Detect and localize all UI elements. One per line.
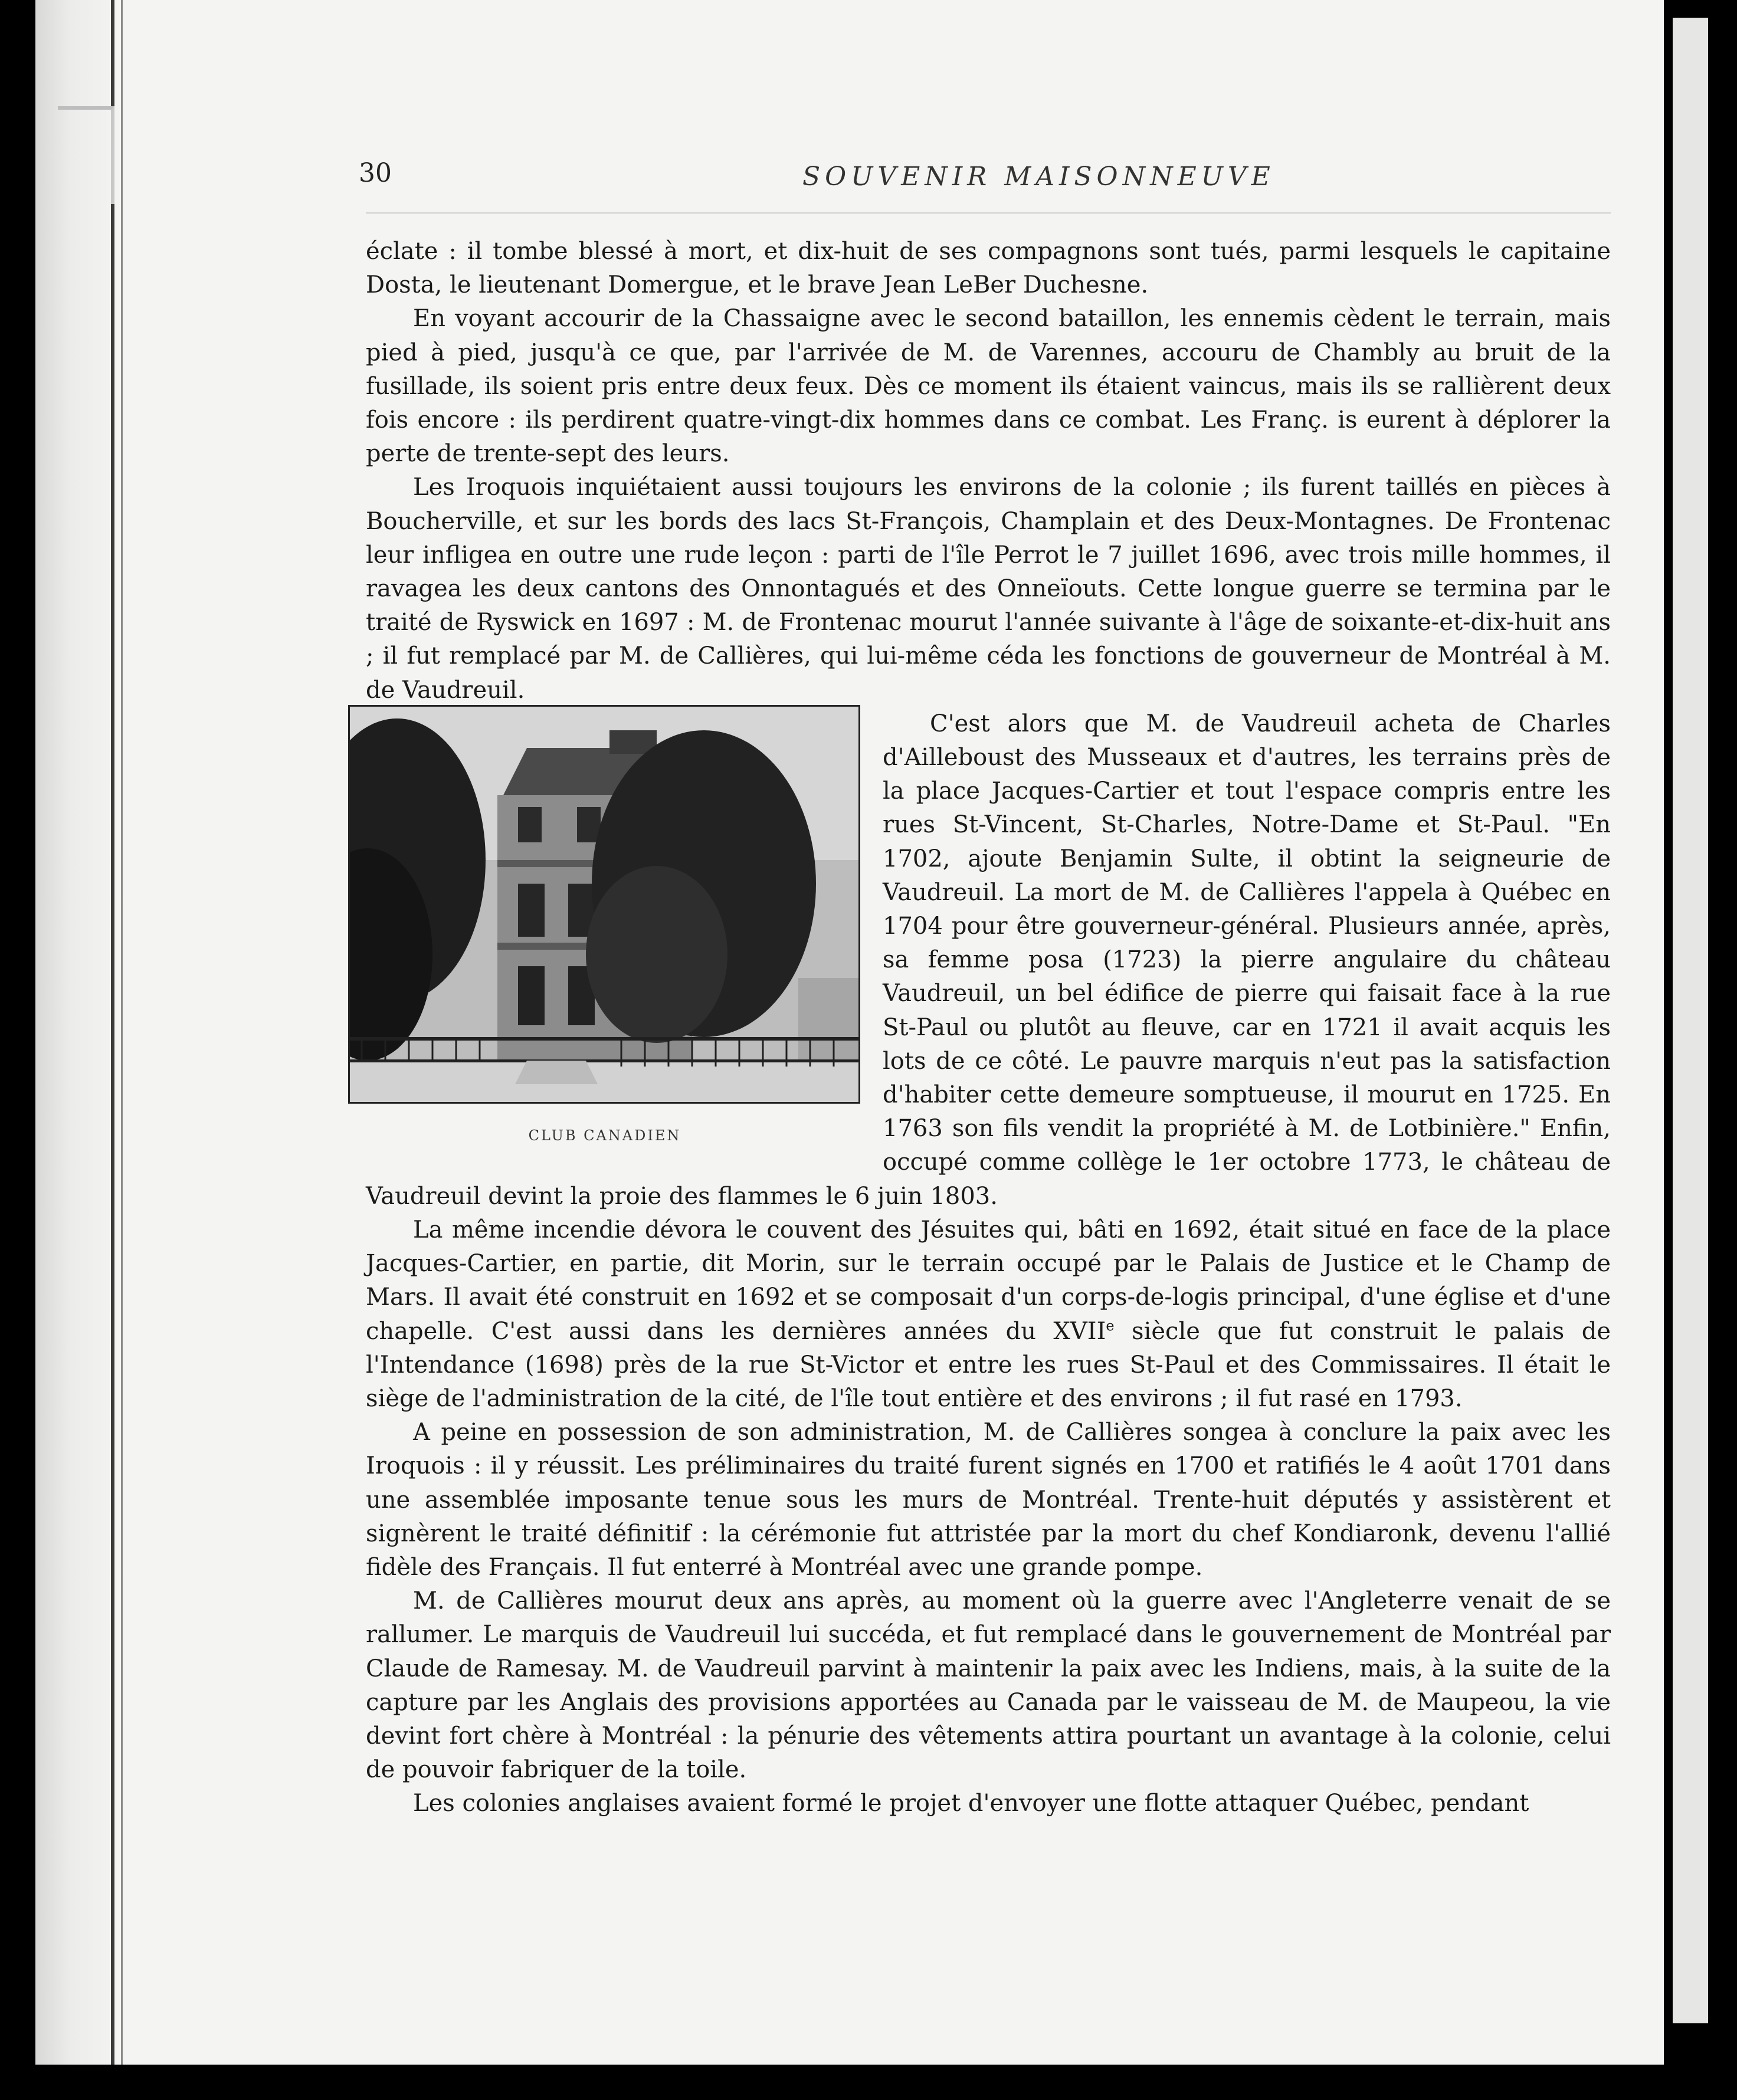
paragraph: En voyant accourir de la Chassaigne avec le second bataillon, les ennemis cèdent le terrain, mais pied à pied, jusqu'à ce que, par l'arrivée de M. de Varennes, accouru de Chambly au bruit de la fusillade, ils soient pris entre deux feux. Dès ce moment ils étaient vaincus, mais ils se rallièrent deux fois encore : ils perdirent quatre-vingt-dix hommes dans ce combat. Les Franç. is eurent à déplorer la perte de trente-sept des leurs. <box>366 305 1611 468</box>
paragraph-text: siècle que fut construit le palais de l'Intendance (1698) près de la rue St-Victor et entre les rues St-Paul et des Commissaires. Il était le siège de l'administration de la cité, de l'île tout entière et des environs ; il fut rasé en 1793. <box>366 1317 1611 1412</box>
club-canadien-photo <box>348 705 860 1104</box>
running-title: SOUVENIR MAISONNEUVE <box>802 162 1275 192</box>
paragraph: Les Iroquois inquiétaient aussi toujours les environs de la colonie ; ils furent taillés en pièces à Boucherville, et sur les bords des lacs St-François, Champlain et des Deux-Montagnes. De Frontenac leur infligea en outre une rude leçon : parti de l'île Perrot le 7 juillet 1696, avec trois mille hommes, il ravagea les deux cantons des Onnontagués et des Onneïouts. Cette longue guerre se termina par le traité de Ryswick en 1697 : M. de Frontenac mourut l'année suivante à l'âge de soixante-et-dix-huit ans ; il fut remplacé par M. de Callières, qui lui-même céda les fonctions de gouverneur de Montréal à M. de Vaudreuil. <box>366 474 1611 704</box>
paragraph: éclate : il tombe blessé à mort, et dix-huit de ses compagnons sont tués, parmi lesquels le capitaine Dosta, le lieutenant Domergue, et le brave Jean LeBer Duchesne. <box>366 238 1611 299</box>
figure <box>348 705 861 1149</box>
paragraph: Les colonies anglaises avaient formé le projet d'envoyer une flotte attaquer Québec, pendant <box>413 1790 1529 1817</box>
figure-caption: CLUB CANADIEN <box>528 1127 681 1144</box>
margin-mark <box>58 106 114 204</box>
running-head <box>359 158 1617 193</box>
header-rule <box>366 212 1611 214</box>
paragraph: C'est alors que M. de Vaudreuil acheta de Charles d'Ailleboust des Musseaux et d'autres, les terrains près de la place Jacques-Cartier et tout l'espace compris entre les rues St-Vincent, St-Charles, Notre-Dame et St-Paul. "En 1702, ajoute Benjamin Sulte, il obtint la seigneurie de Vaudreuil. La mort de M. de Callières l'appela à Québec en 1704 pour être gouverneur-général. Plusieurs année, après, sa femme posa (1723) la pierre angulaire du château Vaudreuil, un bel édifice de pierre qui faisait face à la rue St-Paul ou plutôt au fleuve, car en 1721 il avait acquis les lots de ce côté. Le pauvre marquis n'eut pas la satisfaction d'habiter cette demeure somptueuse, il mourut en 1725. En 1763 son fils vendit la propriété à M. de Lotbinière." Enfin, occupé comme collège le 1er octobre 1773, le château de Vaudreuil devint la proie des flammes le 6 juin 1803. <box>366 710 1611 1210</box>
binding-line <box>121 0 123 2065</box>
superscript: e <box>1106 1317 1115 1334</box>
paragraph: A peine en possession de son administration, M. de Callières songea à conclure la paix avec les Iroquois : il y réussit. Les préliminaires du traité furent signés en 1700 et ratifiés le 4 août 1701 dans une assemblée imposante tenue sous les murs de Montréal. Trente-huit députés y assistèrent et signèrent le traité définitif : la cérémonie fut attristée par la mort du chef Kondiaronk, devenu l'allié fidèle des Français. Il fut enterré à Montréal avec une grande pompe. <box>366 1419 1611 1581</box>
paragraph <box>366 1213 1611 1416</box>
facing-page-edge <box>1673 18 1708 2023</box>
body-text <box>366 235 1611 1821</box>
binding-line <box>111 0 114 2065</box>
paragraph-text: La même incendie dévora le couvent des Jésuites qui, bâti en 1692, était situé en face de la place Jacques-Cartier, en partie, dit Morin, sur le terrain occupé par le Palais de Justice et le Champ de Mars. Il avait été construit en 1692 et se composait d'un corps-de-logis principal, d'une église et d'une chapelle. C'est aussi dans les dernières années du XVII <box>366 1216 1611 1345</box>
paragraph: M. de Callières mourut deux ans après, au moment où la guerre avec l'Angleterre venait de se rallumer. Le marquis de Vaudreuil lui succéda, et fut remplacé dans le gouvernement de Montréal par Claude de Ramesay. M. de Vaudreuil parvint à maintenir la paix avec les Indiens, mais, à la suite de la capture par les Anglais des provisions apportées au Canada par le vaisseau de M. de Maupeou, la vie devint fort chère à Montréal : la pénurie des vêtements attira pourtant un avantage à la colonie, celui de pouvoir fabriquer de la toile. <box>366 1587 1611 1784</box>
page-number: 30 <box>359 158 392 188</box>
